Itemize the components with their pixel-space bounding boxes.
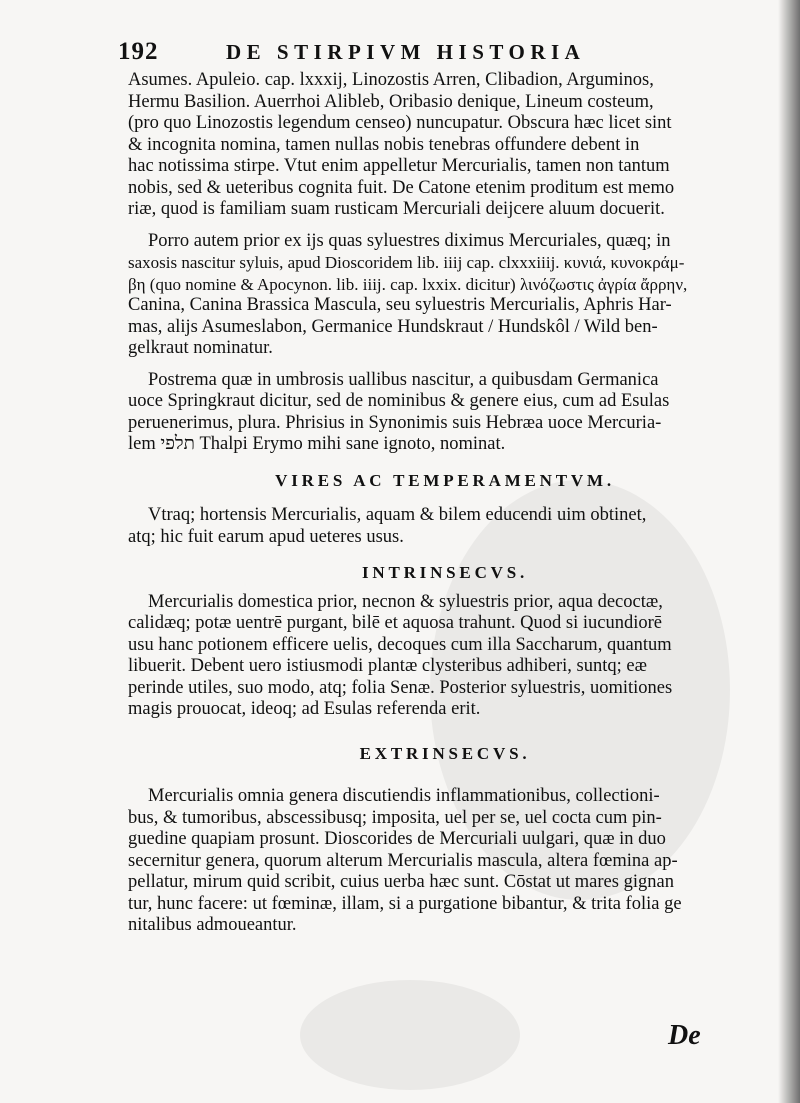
page-edge-shadow <box>778 0 800 1103</box>
text-line: magis prouocat, ideoq; ad Esulas referenda erit. <box>128 699 481 719</box>
text-line: peruenerimus, plura. Phrisius in Synonimis suis Hebræa uoce Mercuria- <box>128 412 662 433</box>
text-line: usu hanc potionem efficere uelis, decoques cum illa Saccharum, quantum <box>128 634 672 655</box>
text-line: Mercurialis domestica prior, necnon & syluestris prior, aqua decoctæ, <box>148 591 663 612</box>
text-line: Mercurialis omnia genera discutiendis inflammationibus, collectioni- <box>148 786 660 806</box>
text-line: uoce Springkraut dicitur, sed de nominibus & genere eius, cum ad Esulas <box>128 391 670 411</box>
text-line: βη (quo nomine & Apocynon. lib. iiij. cap. lxxix. dicitur) λινόζωστις ἀγρία ἄρρην, <box>128 274 688 294</box>
text-line: lem תלפי Thalpi Erymo mihi sane ignoto, nominat. <box>128 434 506 454</box>
text-line: libuerit. Debent uero istiusmodi plantæ clysteribus adhiberi, suntq; eæ <box>128 656 647 676</box>
text-line: Porro autem prior ex ijs quas syluestres diximus Mercuriales, quæq; in <box>148 230 671 251</box>
catchword: De <box>668 1020 701 1051</box>
text-line: Vtraq; hortensis Mercurialis, aquam & bilem educendi uim obtinet, <box>148 505 647 525</box>
text-line: Canina, Canina Brassica Mascula, seu syluestris Mercurialis, Aphris Har- <box>128 295 672 315</box>
text-line: atq; hic fuit earum apud ueteres usus. <box>128 526 404 547</box>
text-line: tur, hunc facere: ut fœminæ, illam, si a purgatione bibantur, & trita folia ge <box>128 893 682 914</box>
section-heading-extrinsecus: EXTRINSECVS. <box>359 743 531 763</box>
text-line: gelkraut nominatur. <box>128 338 273 358</box>
text-line: nobis, sed & ueteribus cognita fuit. De Catone etenim proditum est memo <box>128 177 675 198</box>
text-line: guedine quapiam prosunt. Dioscorides de Mercuriali uulgari, quæ in duo <box>128 829 666 849</box>
main-text <box>128 70 762 937</box>
text-line: (pro quo Linozostis legendum censeo) nuncupatur. Obscura hæc licet sint <box>128 113 672 133</box>
running-title: DE STIRPIVM HISTORIA <box>226 40 586 64</box>
text-line: Hermu Basilion. Auerrhoi Alibleb, Oribasio denique, Lineum costeum, <box>128 91 654 112</box>
text-line: bus, & tumoribus, abscessibusq; imposita, uel per se, uel cocta cum pin- <box>128 807 662 828</box>
text-line: riæ, quod is familiam suam rusticam Mercuriali deijcere aluum docuerit. <box>128 199 665 219</box>
text-line: pellatur, mirum quid scribit, cuius uerba hæc sunt. Cōstat ut mares gignan <box>128 872 674 892</box>
text-line: Asumes. Apuleio. cap. lxxxij, Linozostis Arren, Clibadion, Arguminos, <box>128 70 654 90</box>
text-line: secernitur genera, quorum alterum Mercurialis mascula, altera fœmina ap- <box>128 850 678 871</box>
section-heading-vires: VIRES AC TEMPERAMENTVM. <box>275 470 615 490</box>
running-head <box>118 38 638 70</box>
text-line: mas, alijs Asumeslabon, Germanice Hundskraut / Hundskôl / Wild ben- <box>128 316 658 337</box>
text-line: saxosis nascitur syluis, apud Dioscoridem lib. iiij cap. clxxxiiij. κυνιά, κυνοκράμ- <box>128 253 685 272</box>
section-heading-intrinsecus: INTRINSECVS. <box>361 563 529 582</box>
text-line: hac notissima stirpe. Vtut enim appelletur Mercurialis, tamen non tantum <box>128 156 670 176</box>
page-number: 192 <box>118 38 159 65</box>
text-line: Postrema quæ in umbrosis uallibus nascitur, a quibusdam Germanica <box>148 369 659 390</box>
show-through-stain <box>300 980 520 1090</box>
text-line: & incognita nomina, tamen nullas nobis tenebras offundere debent in <box>128 134 640 155</box>
text-line: calidæq; potæ uentrē purgant, bilē et aquosa trahunt. Quod si iucundiorē <box>128 613 662 633</box>
text-line: nitalibus admoueantur. <box>128 915 297 935</box>
text-line: perinde utiles, suo modo, atq; folia Senæ. Posterior syluestris, uomitiones <box>128 677 673 698</box>
